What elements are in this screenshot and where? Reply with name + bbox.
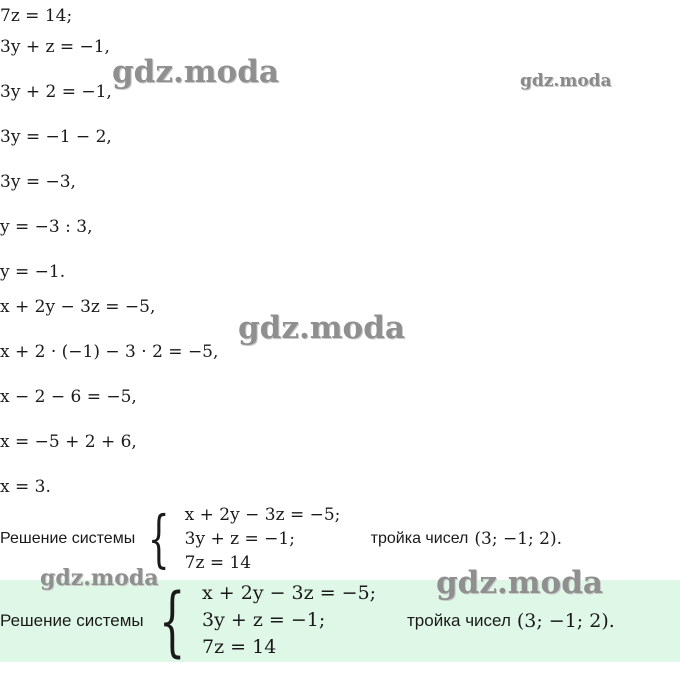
step-line: 3y = −3, (0, 172, 76, 192)
triple-label: тройка чисел (370, 530, 469, 547)
step-line: x + 2 · (−1) − 3 · 2 = −5, (0, 342, 219, 362)
step-line: y = −1. (0, 262, 66, 282)
step-line: y = −3 : 3, (0, 217, 93, 237)
equation-system (202, 580, 407, 661)
step-line: 7z = 14; (0, 6, 73, 26)
step-line: 3y = −1 − 2, (0, 127, 112, 147)
system-equation: 7z = 14 (184, 553, 252, 573)
watermark: gdz.moda (520, 71, 612, 91)
triple-value: (3; −1; 2). (516, 609, 615, 632)
solution-label: Решение системы (0, 530, 136, 547)
system-equation: x + 2y − 3z = −5; (184, 505, 341, 525)
system-equation: 3y + z = −1; (184, 529, 295, 549)
solution-statement (0, 503, 562, 575)
step-line: x + 2y − 3z = −5, (0, 297, 156, 317)
step-line: x − 2 − 6 = −5, (0, 387, 137, 407)
watermark: gdz.moda (436, 565, 603, 601)
triple-value: (3; −1; 2). (474, 529, 563, 549)
triple-label: тройка чисел (407, 610, 511, 630)
step-line: x = 3. (0, 477, 51, 497)
watermark: gdz.moda (40, 565, 159, 591)
step-line: 3y + z = −1, (0, 37, 110, 57)
answer-label: Решение системы (0, 610, 144, 630)
system-equation: 3y + z = −1; (202, 609, 326, 631)
watermark: gdz.moda (238, 310, 405, 346)
system-brace: { (148, 502, 170, 575)
system-equation: 7z = 14 (202, 636, 277, 658)
system-brace: { (158, 575, 186, 665)
step-line: 3y + 2 = −1, (0, 82, 112, 102)
equation-system (185, 503, 371, 575)
step-line: x = −5 + 2 + 6, (0, 432, 137, 452)
watermark: gdz.moda (112, 54, 279, 90)
system-equation: x + 2y − 3z = −5; (202, 582, 377, 604)
